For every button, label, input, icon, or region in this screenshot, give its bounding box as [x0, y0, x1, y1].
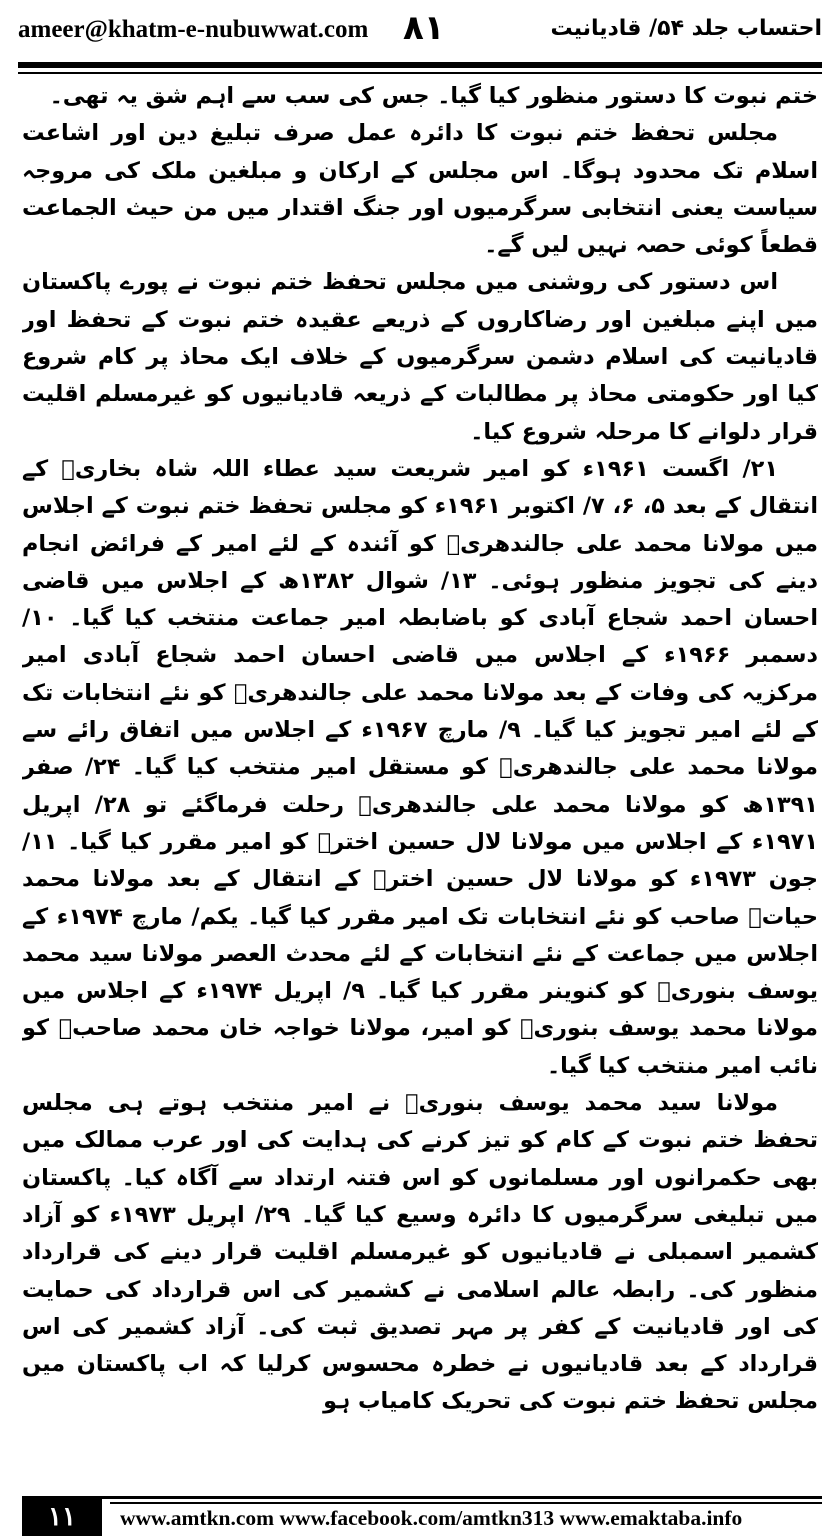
paragraph-1: ختم نبوت کا دستور منظور کیا گیا۔ جس کی سب سے اہم شق یہ تھی۔	[49, 83, 818, 109]
header-page-number: ۸۱	[403, 8, 445, 48]
footer-rule-thin	[110, 1502, 822, 1504]
paragraph-5: مولانا سید محمد یوسف بنوریؒ نے امیر منتخب ہوتے ہی مجلس تحفظ ختم نبوت کے کام کو تیز کرنے کی ہدایت کی اور عرب ممالک میں بھی حکمرانوں اور مسلمانوں کو اس فتنہ ارتداد سے آگاہ کیا۔ پاکستان میں تبلیغی سرگرمیوں کا دائرہ وسیع کیا گیا۔ ۲۹/ اپریل ۱۹۷۳ء کو آزاد کشمیر اسمبلی نے قادیانیوں کو غیرمسلم اقلیت قرار دینے کی قرارداد منظور کی۔ رابطہ عالم اسلامی نے کشمیر کی اس قرارداد کی حمایت کی اور قادیانیت کے کفر پر مہر تصدیق ثبت کی۔ آزاد کشمیر کی اس قرارداد کے بعد قادیانیوں نے خطرہ محسوس کرلیا کہ اب پاکستان میں مجلس تحفظ ختم نبوت کی تحریک کامیاب ہو	[22, 1090, 818, 1415]
footer-page-index: ۱۱	[22, 1496, 102, 1536]
paragraph-2: مجلس تحفظ ختم نبوت کا دائرہ عمل صرف تبلیغ دین اور اشاعت اسلام تک محدود ہوگا۔ اس مجلس کے ارکان و مبلغین ملک کی مروجہ سیاست یعنی انتخابی سرگرمیوں اور جنگ اقتدار میں من حیث الجماعت قطعاً کوئی حصہ نہیں لیں گے۔	[22, 120, 818, 259]
header-email: ameer@khatm-e-nubuwwat.com	[18, 16, 369, 43]
footer-urls: www.amtkn.com www.facebook.com/amtkn313 www.emaktaba.info	[120, 1506, 743, 1530]
header-rule-thick	[18, 62, 822, 68]
page-header	[18, 8, 822, 58]
page-body	[22, 78, 818, 1478]
header-book-title: احتساب جلد ۵۴/ قادیانیت	[550, 16, 822, 41]
paragraph-3: اس دستور کی روشنی میں مجلس تحفظ ختم نبوت نے پورے پاکستان میں اپنے مبلغین اور رضاکاروں کے ذریعے عقیدہ ختم نبوت کے تحفظ اور قادیانیت کی اسلام دشمن سرگرمیوں کے خلاف ایک محاذ پر کام شروع کیا اور حکومتی محاذ پر مطالبات کے ذریعہ قادیانیوں کو غیرمسلم اقلیت قرار دلوانے کا مرحلہ شروع کیا۔	[22, 269, 818, 445]
header-rule-thin	[18, 72, 822, 74]
footer-rule	[22, 1496, 822, 1499]
paragraph-4: ۲۱/ اگست ۱۹۶۱ء کو امیر شریعت سید عطاء اللہ شاہ بخاریؒ کے انتقال کے بعد ۵، ۶، ۷/ اکتوبر ۱۹۶۱ء کو مجلس تحفظ ختم نبوت کے اجلاس میں مولانا محمد علی جالندھریؒ کو آئندہ کے لئے امیر کے فرائض انجام دینے کی تجویز منظور ہوئی۔ ۱۳/ شوال ۱۳۸۲ھ کے اجلاس میں قاضی احسان احمد شجاع آبادی کو باضابطہ امیر جماعت منتخب کیا گیا۔ ۱۰/ دسمبر ۱۹۶۶ء کے اجلاس میں قاضی احسان احمد شجاع آبادی امیر مرکزیہ کی وفات کے بعد مولانا محمد علی جالندھریؒ کو نئے انتخابات تک کے لئے امیر تجویز کیا گیا۔ ۹/ مارچ ۱۹۶۷ء کے اجلاس میں اتفاق رائے سے مولانا محمد علی جالندھریؒ کو مستقل امیر منتخب کیا گیا۔ ۲۴/ صفر ۱۳۹۱ھ کو مولانا محمد علی جالندھریؒ رحلت فرماگئے تو ۲۸/ اپریل ۱۹۷۱ء کے اجلاس میں مولانا لال حسین اخترؒ کو امیر مقرر کیا گیا۔ ۱۱/ جون ۱۹۷۳ء کو مولانا لال حسین اخترؒ کے انتقال کے بعد مولانا محمد حیاتؒ صاحب کو نئے انتخابات تک امیر مقرر کیا گیا۔ یکم/ مارچ ۱۹۷۴ء کے اجلاس میں جماعت کے نئے انتخابات کے لئے محدث العصر مولانا سید محمد یوسف بنوریؒ کو کنوینر مقرر کیا گیا۔ ۹/ اپریل ۱۹۷۴ء کے اجلاس میں مولانا محمد یوسف بنوریؒ کو امیر، مولانا خواجہ خان محمد صاحبؒ کو نائب امیر منتخب کیا گیا۔	[22, 455, 818, 1079]
